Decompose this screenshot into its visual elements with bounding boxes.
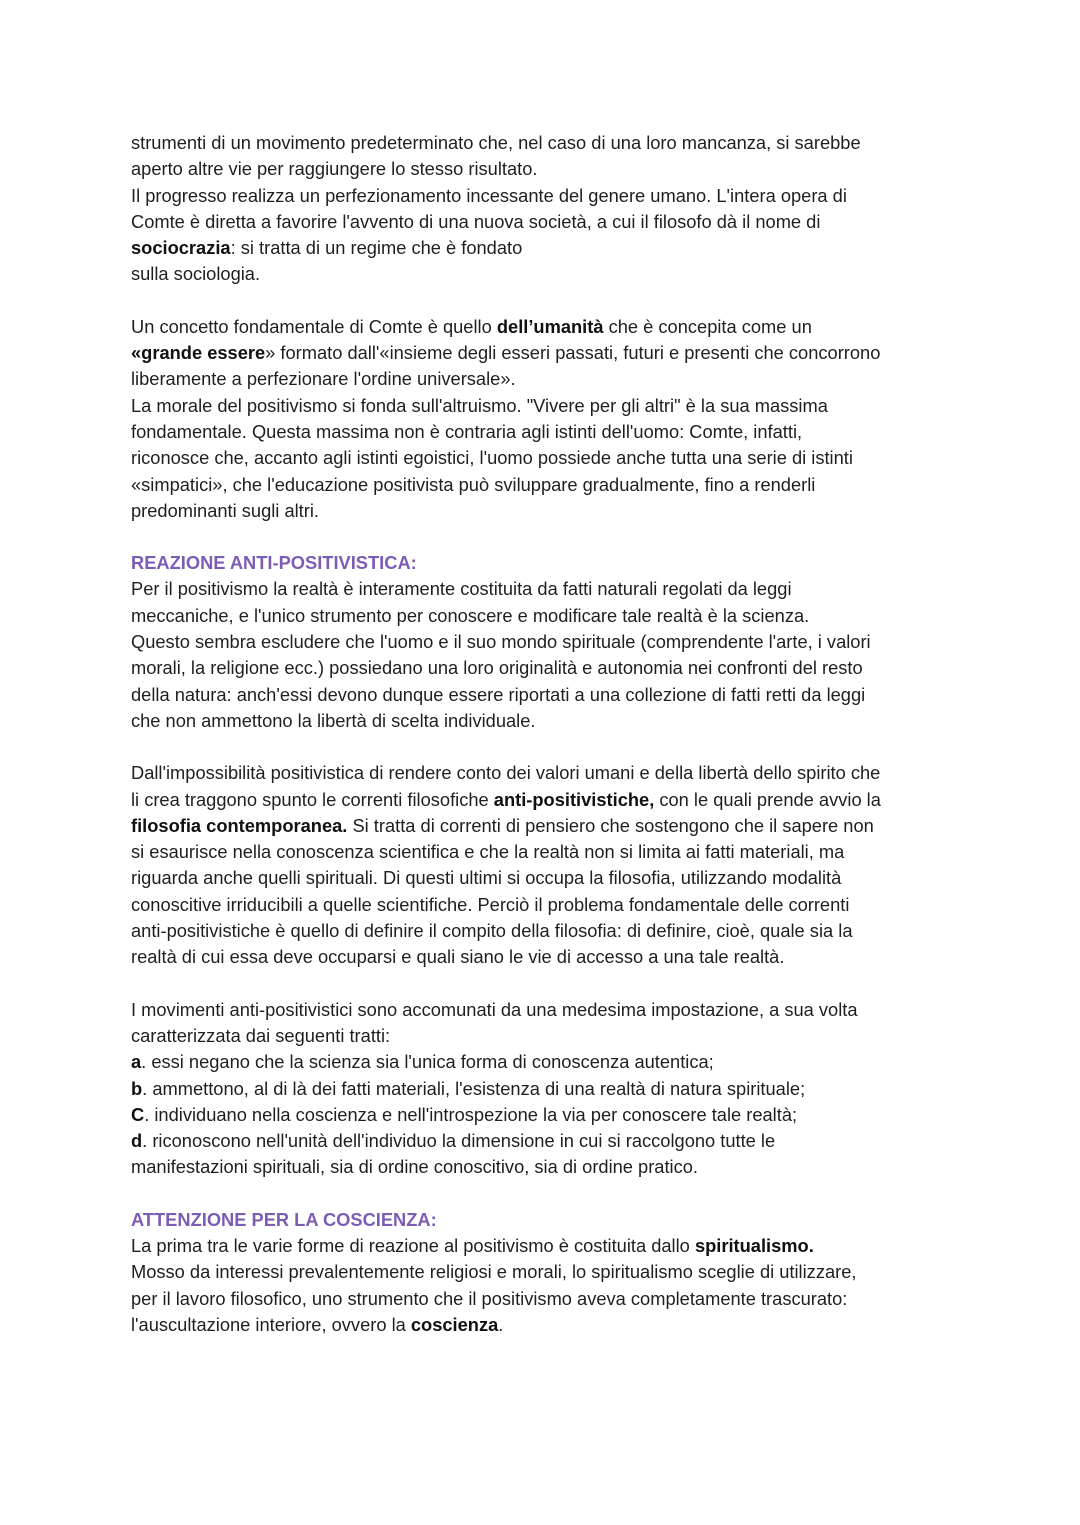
term-sociocrazia: sociocrazia bbox=[131, 237, 231, 259]
text-fragment: La prima tra le varie forme di reazione al positivismo è costituita dallo bbox=[131, 1234, 695, 1256]
text-fragment: » formato dall'«insieme degli esseri passati, futuri e presenti che concorrono bbox=[265, 342, 881, 364]
text-line bbox=[131, 813, 960, 839]
list-item-text: . essi negano che la scienza sia l'unica forma di conoscenza autentica; bbox=[141, 1051, 714, 1073]
text-line: si esaurisce nella conoscenza scientifica e che la realtà non si limita ai fatti materiali, ma bbox=[131, 841, 845, 863]
term-grande-essere: «grande essere bbox=[131, 342, 266, 364]
paragraph-gap bbox=[131, 971, 960, 997]
text-fragment: Un concetto fondamentale di Comte è quello bbox=[131, 315, 497, 337]
text-line: che non ammettono la libertà di scelta individuale. bbox=[131, 709, 536, 731]
list-item-text: . ammettono, al di là dei fatti materiali, l'esistenza di una realtà di natura spirituale; bbox=[142, 1077, 806, 1099]
text-line: meccaniche, e l'unico strumento per conoscere e modificare tale realtà è la scienza. bbox=[131, 604, 810, 626]
text-line: della natura: anch'essi devono dunque essere riportati a una collezione di fatti retti da leggi bbox=[131, 683, 866, 705]
text-line bbox=[131, 1233, 960, 1259]
text-line: morali, la religione ecc.) possiedano una loro originalità e autonomia nei confronti del resto bbox=[131, 657, 863, 679]
text-line: strumenti di un movimento predeterminato che, nel caso di una loro mancanza, si sarebbe bbox=[131, 132, 861, 153]
text-line: I movimenti anti-positivistici sono accomunati da una medesima impostazione, a sua volta bbox=[131, 998, 858, 1020]
text-fragment: con le quali prende avvio la bbox=[654, 788, 881, 810]
text-line bbox=[131, 235, 960, 261]
paragraph-umanita bbox=[131, 314, 960, 524]
text-line: aperto altre vie per raggiungere lo stesso risultato. bbox=[131, 158, 538, 180]
text-line: sulla sociologia. bbox=[131, 263, 261, 285]
text-line: riguarda anche quelli spirituali. Di questi ultimi si occupa la filosofia, utilizzando modalità bbox=[131, 867, 842, 889]
text-line bbox=[131, 314, 960, 340]
text-line: Dall'impossibilità positivistica di rendere conto dei valori umani e della libertà dello spirito che bbox=[131, 762, 881, 784]
list-marker: d bbox=[131, 1130, 143, 1152]
list-marker: a bbox=[131, 1051, 142, 1073]
text-line bbox=[131, 787, 960, 813]
text-line: anti-positivistiche è quello di definire il compito della filosofia: di definire, cioè, quale sia la bbox=[131, 920, 853, 942]
term-filosofia-contemporanea: filosofia contemporanea. bbox=[131, 814, 348, 836]
paragraph-reazione-1 bbox=[131, 576, 960, 734]
text-line: «simpatici», che l'educazione positivista può sviluppare gradualmente, fino a renderli bbox=[131, 473, 816, 495]
text-line: Mosso da interessi prevalentemente religiosi e morali, lo spiritualismo sceglie di utilizzare, bbox=[131, 1261, 857, 1283]
text-fragment: che è concepita come un bbox=[603, 315, 812, 337]
list-item bbox=[131, 1102, 960, 1128]
text-line: Questo sembra escludere che l'uomo e il suo mondo spirituale (comprendente l'arte, i valori bbox=[131, 631, 871, 653]
section-heading-coscienza: ATTENZIONE PER LA COSCIENZA: bbox=[131, 1208, 437, 1230]
term-anti-positivistiche: anti-positivistiche, bbox=[493, 788, 655, 810]
text-line bbox=[131, 340, 960, 366]
text-line: Comte è diretta a favorire l'avvento di una nuova società, a cui il filosofo dà il nome di bbox=[131, 210, 821, 232]
text-line: conoscitive irriducibili a quelle scientifiche. Perciò il problema fondamentale delle correnti bbox=[131, 893, 850, 915]
paragraph-gap bbox=[131, 524, 960, 550]
list-item-text: . individuano nella coscienza e nell'introspezione la via per conoscere tale realtà; bbox=[144, 1103, 798, 1125]
text-line: liberamente a perfezionare l'ordine universale». bbox=[131, 368, 516, 390]
text-line: manifestazioni spirituali, sia di ordine conoscitivo, sia di ordine pratico. bbox=[131, 1156, 698, 1178]
term-coscienza: coscienza bbox=[410, 1313, 499, 1335]
paragraph-gap bbox=[131, 1181, 960, 1207]
text-line: Il progresso realizza un perfezionamento incessante del genere umano. L'intera opera di bbox=[131, 184, 847, 206]
list-marker: b bbox=[131, 1077, 143, 1099]
text-fragment: Si tratta di correnti di pensiero che sostengono che il sapere non bbox=[347, 814, 874, 836]
list-marker: C bbox=[131, 1103, 145, 1125]
paragraph-gap bbox=[131, 734, 960, 760]
paragraph-reazione-3 bbox=[131, 997, 960, 1181]
term-umanita: dell’umanità bbox=[496, 315, 604, 337]
text-line: fondamentale. Questa massima non è contraria agli istinti dell'uomo: Comte, infatti, bbox=[131, 420, 803, 442]
text-line: realtà di cui essa deve occuparsi e quali siano le vie di accesso a una tale realtà. bbox=[131, 946, 785, 968]
text-line: caratterizzata dai seguenti tratti: bbox=[131, 1024, 391, 1046]
text-line: riconosce che, accanto agli istinti egoistici, l'uomo possiede anche tutta una serie di istinti bbox=[131, 447, 853, 469]
term-spiritualismo: spiritualismo. bbox=[694, 1234, 814, 1256]
paragraph-reazione-2 bbox=[131, 760, 960, 970]
paragraph-coscienza bbox=[131, 1233, 960, 1338]
text-line: La morale del positivismo si fonda sull'altruismo. "Vivere per gli altri" è la sua massima bbox=[131, 394, 828, 416]
text-line: predominanti sugli altri. bbox=[131, 499, 319, 521]
text-line: per il lavoro filosofico, uno strumento che il positivismo aveva completamente trascurato: bbox=[131, 1287, 848, 1309]
text-fragment: . bbox=[498, 1313, 504, 1335]
list-item bbox=[131, 1128, 960, 1154]
list-item-text: . riconoscono nell'unità dell'individuo la dimensione in cui si raccolgono tutte le bbox=[142, 1130, 776, 1152]
text-fragment: : si tratta di un regime che è fondato bbox=[230, 237, 523, 259]
paragraph-gap bbox=[131, 288, 960, 314]
paragraph-progress-intro bbox=[131, 130, 960, 288]
text-fragment: l'auscultazione interiore, ovvero la bbox=[131, 1313, 411, 1335]
text-fragment: li crea traggono spunto le correnti filosofiche bbox=[131, 788, 494, 810]
text-line: Per il positivismo la realtà è interamente costituita da fatti naturali regolati da leggi bbox=[131, 578, 792, 600]
text-line bbox=[131, 1312, 960, 1338]
section-heading-reazione: REAZIONE ANTI-POSITIVISTICA: bbox=[131, 552, 417, 574]
list-item bbox=[131, 1076, 960, 1102]
list-item bbox=[131, 1049, 960, 1075]
